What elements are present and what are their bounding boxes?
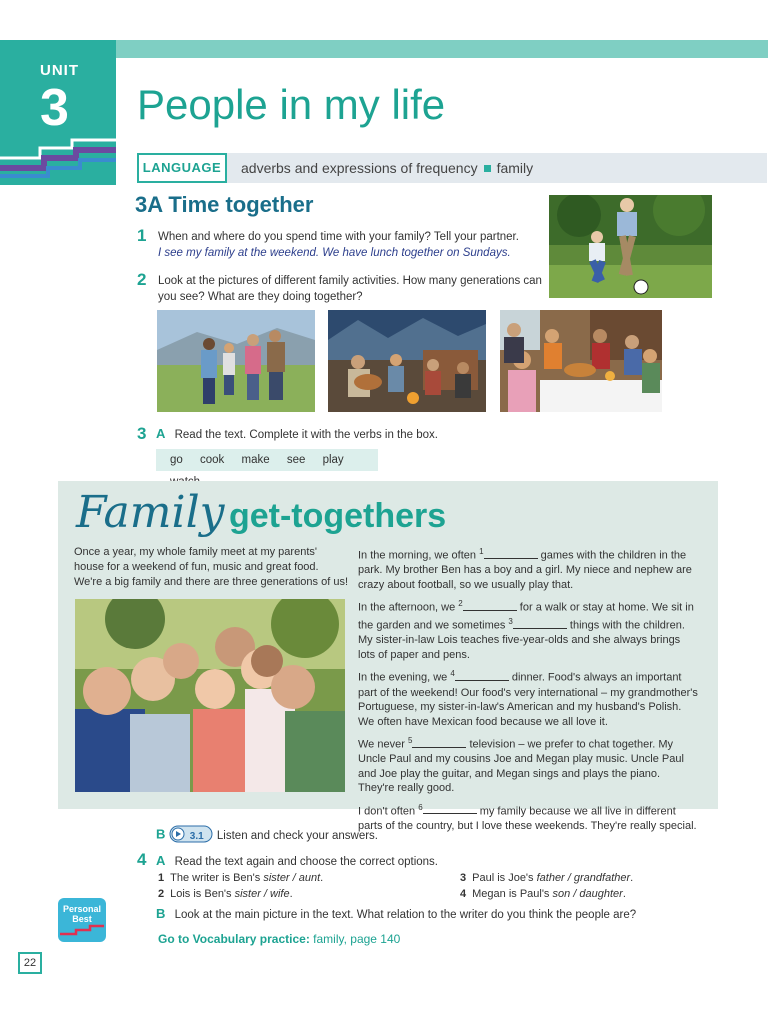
question-3b-text: Listen and check your answers.	[216, 829, 378, 842]
page-number: 22	[18, 952, 42, 974]
article-text: I don't often	[358, 805, 419, 818]
question-3a-text: Read the text. Complete it with the verbs in the box.	[174, 429, 438, 441]
article-title	[76, 487, 446, 538]
language-topics	[241, 160, 533, 176]
article-text: In the morning, we often	[358, 549, 480, 562]
option-choice[interactable]: sister / wife	[234, 888, 290, 900]
option-text: Lois is Ben's	[170, 888, 235, 900]
question-4b-text: Look at the main picture in the text. What relation to the writer do you think the people are?	[174, 909, 637, 921]
article-title-script: Family	[76, 487, 225, 538]
personal-best-line-2: Best	[72, 914, 92, 924]
word-box	[156, 449, 378, 471]
stairs-icon	[58, 924, 106, 938]
article-text: games with the children in the park. My brother Ben has a boy and a girl. My niece and nephew are crazy about football, so we usually play that.	[358, 549, 692, 591]
page-title: People in my life	[137, 81, 446, 128]
option-choice[interactable]: son / daughter	[552, 888, 623, 900]
article-text: We never	[358, 738, 408, 751]
option-text: .	[320, 872, 324, 884]
stairs-graphic	[0, 136, 116, 185]
article-intro: Once a year, my whole family meet at my parents' house for a weekend of fun, music and great food. We're a big family and there are three generations of us!	[74, 546, 348, 588]
article-body	[358, 545, 698, 838]
audio-track-number: 3.1	[189, 830, 204, 842]
section-title: 3A Time together	[135, 192, 314, 217]
option-text: .	[289, 888, 293, 900]
gap-number: 1	[479, 547, 484, 556]
option-text: Megan is Paul's	[472, 888, 553, 900]
language-topic-1: adverbs and expressions of frequency	[241, 160, 478, 176]
language-bar	[137, 153, 767, 183]
article-paragraph	[358, 801, 698, 834]
option-number: 2	[158, 888, 165, 900]
vocabulary-link[interactable]	[158, 932, 400, 946]
article-text: dinner. Food's always an important part of the weekend! Our food's very international – my grandmother's Portuguese, my sister-in-law's American and my husband's Polish. We often have Mexican food because we all love it.	[358, 672, 698, 728]
question-1-example: I see my family at the weekend. We have lunch together on Sundays.	[158, 247, 511, 259]
unit-box	[0, 40, 116, 185]
option-number: 1	[158, 872, 165, 884]
option-item	[158, 872, 323, 884]
word-item: see	[286, 454, 306, 466]
word-item: go	[170, 454, 183, 466]
article-text: for a walk or stay at home. We sit in the garden and we sometimes	[358, 601, 694, 632]
unit-number: 3	[40, 79, 69, 137]
option-item	[158, 888, 293, 900]
article-paragraph	[358, 734, 698, 796]
question-4a-text: Read the text again and choose the correct options.	[174, 856, 438, 868]
photo-football-grandfather	[549, 195, 712, 298]
personal-best-badge	[58, 898, 106, 942]
photo-family-walk	[157, 310, 315, 412]
article-text: my family because we all live in different parts of the country, but I love these weekends. They're really special.	[358, 805, 697, 832]
question-3b-label: B	[156, 826, 166, 842]
vocabulary-link-target: family, page 140	[309, 932, 401, 946]
vocabulary-link-label: Go to Vocabulary practice:	[158, 932, 310, 946]
language-tag: LANGUAGE	[137, 153, 227, 183]
question-3b	[156, 825, 378, 846]
photo-family-dinner	[500, 310, 662, 412]
answer-gap[interactable]	[455, 670, 509, 681]
question-4-number: 4	[137, 850, 147, 869]
photo-family-group	[75, 599, 345, 792]
word-item: cook	[200, 454, 225, 466]
article-panel	[58, 481, 718, 832]
word-item: make	[241, 454, 270, 466]
answer-gap[interactable]	[412, 737, 466, 748]
square-bullet-icon	[484, 165, 491, 172]
option-choice[interactable]: father / grandfather	[536, 872, 631, 884]
option-item	[460, 888, 626, 900]
option-text: .	[630, 872, 634, 884]
answer-gap[interactable]	[513, 618, 567, 629]
photo-campfire-guitar	[328, 310, 486, 412]
answer-gap[interactable]	[484, 548, 538, 559]
article-paragraph	[358, 667, 698, 729]
article-title-bold: get-togethers	[228, 497, 447, 535]
option-choice[interactable]: sister / aunt	[263, 872, 321, 884]
option-item	[460, 872, 633, 884]
personal-best-line-1: Personal	[62, 904, 102, 914]
question-4b-label: B	[156, 906, 166, 921]
article-text: In the afternoon, we	[358, 601, 459, 614]
article-text: television – we prefer to chat together. My Uncle Paul and my cousins Joe and Megan play music. Uncle Paul and Joe play the guitar, and Megan sings and plays the piano. They're really good.	[358, 738, 684, 795]
option-text: The writer is Ben's	[170, 872, 264, 884]
question-1	[158, 229, 538, 261]
unit-label: UNIT	[40, 62, 79, 79]
question-4b	[156, 906, 636, 921]
question-2-text: Look at the pictures of different family activities. How many generations can you see? What are they doing together?	[158, 275, 542, 303]
question-2-number: 2	[137, 270, 147, 289]
word-item: play	[322, 454, 344, 466]
option-number: 4	[460, 888, 467, 900]
article-text: things with the children. My sister-in-law Lois teaches five-year-olds and she always brings lots of paper and pens.	[358, 619, 685, 661]
question-3-number: 3	[137, 424, 147, 443]
option-text: Paul is Joe's	[472, 872, 537, 884]
article-paragraph	[358, 545, 698, 592]
question-3a-label: A	[156, 426, 166, 441]
gap-number: 3	[508, 617, 513, 627]
gap-number: 2	[458, 599, 463, 609]
question-1-text: When and where do you spend time with your family? Tell your partner.	[158, 231, 519, 243]
language-topic-2: family	[496, 160, 534, 176]
article-text: In the evening, we	[358, 672, 451, 685]
header-band	[116, 40, 768, 58]
gap-number: 4	[450, 669, 455, 679]
question-3a	[156, 426, 438, 441]
answer-gap[interactable]	[423, 803, 477, 814]
question-4a-label: A	[156, 853, 166, 868]
question-1-number: 1	[137, 226, 147, 245]
question-4a	[156, 853, 438, 868]
answer-gap[interactable]	[463, 600, 517, 611]
gap-number: 6	[418, 802, 423, 812]
gap-number: 5	[407, 736, 413, 746]
option-text: .	[622, 888, 626, 900]
article-paragraph	[358, 597, 698, 662]
option-number: 3	[460, 872, 467, 884]
